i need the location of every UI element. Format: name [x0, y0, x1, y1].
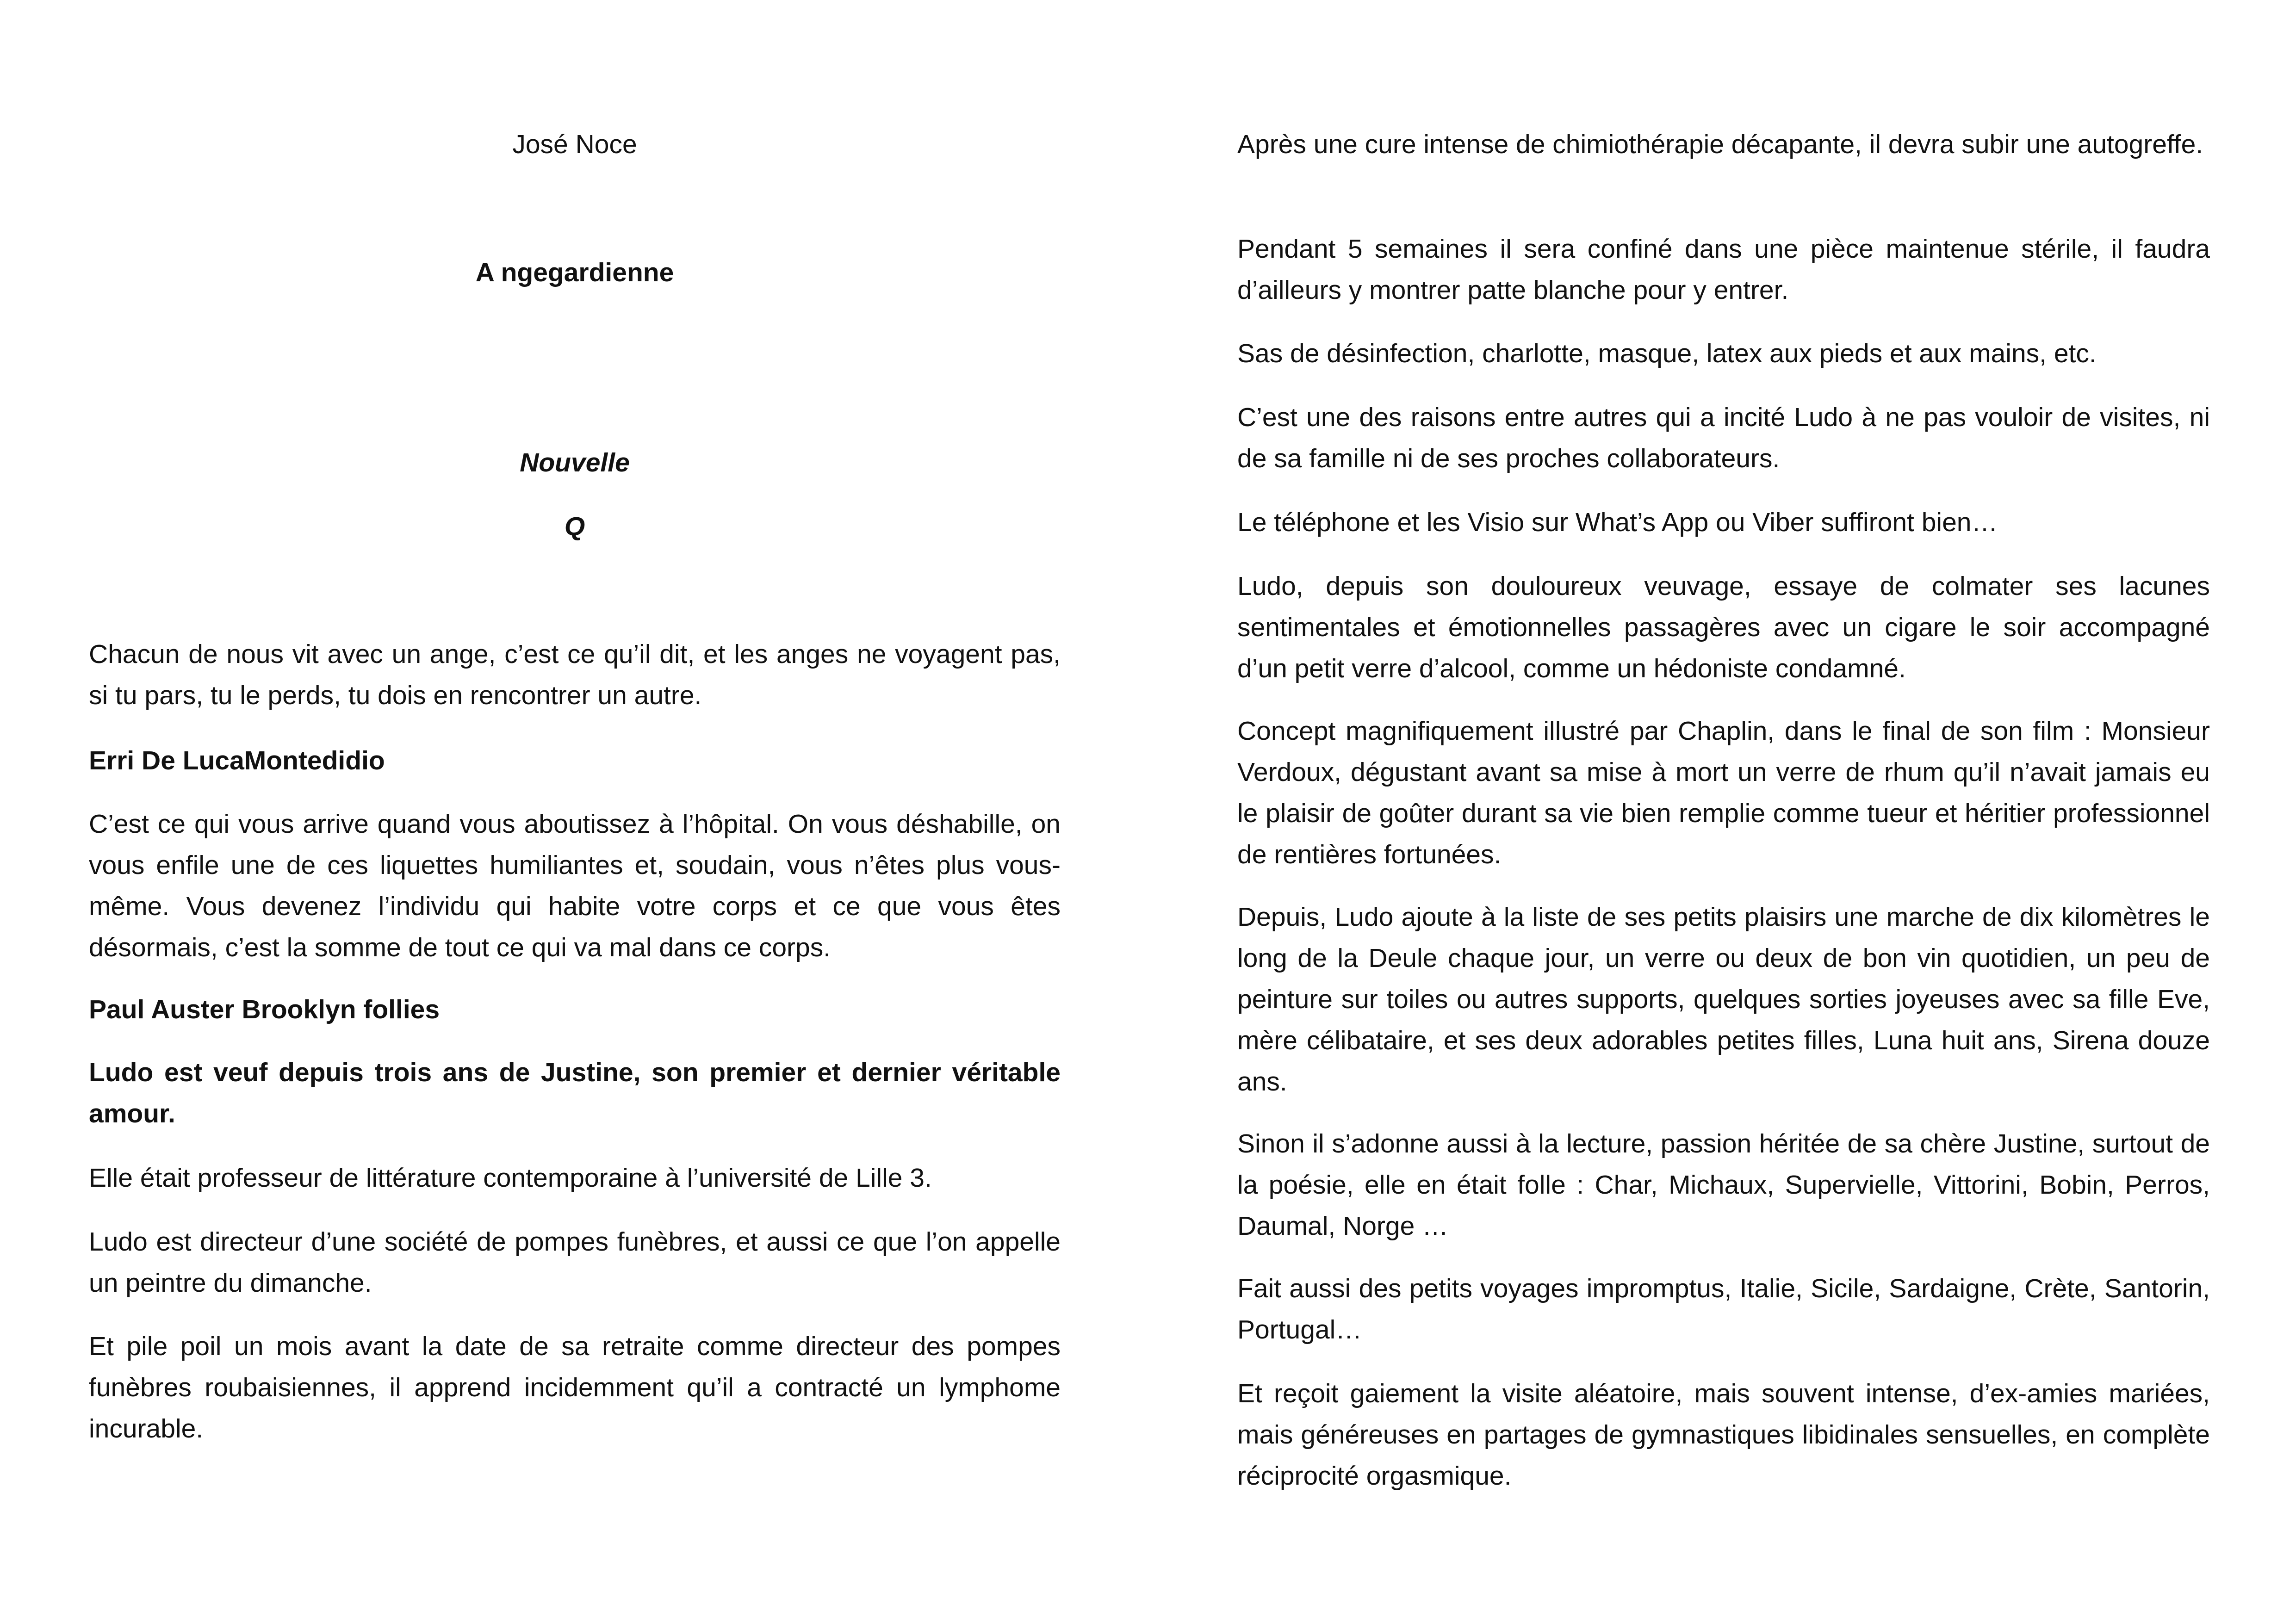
right-page	[1148, 0, 2296, 1623]
story-title: A ngegardienne	[475, 258, 674, 287]
paragraph: Ludo, depuis son douloureux veuvage, essaye de colmater ses lacunes sentimentales et émotionnelles passagères avec un cigare le soir accompagné d’un petit verre d’alcool, comme un hédoniste condamné.	[1237, 571, 2210, 683]
author-name: José Noce	[512, 130, 637, 159]
epigraph-source-2: Paul Auster Brooklyn follies	[89, 995, 440, 1024]
paragraph: Pendant 5 semaines il sera confiné dans une pièce maintenue stérile, il faudra d’ailleurs y montrer patte blanche pour y entrer.	[1237, 234, 2210, 305]
paragraph: Sinon il s’adonne aussi à la lecture, passion héritée de sa chère Justine, surtout de la poésie, elle en était folle : Char, Michaux, Supervielle, Vittorini, Bobin, Perros, Daumal, Norge …	[1237, 1129, 2210, 1241]
paragraph: Fait aussi des petits voyages impromptus, Italie, Sicile, Sardaigne, Crète, Santorin, Portugal…	[1237, 1274, 2210, 1344]
epigraph-quote-1: Chacun de nous vit avec un ange, c’est ce qu’il dit, et les anges ne voyagent pas, si tu pars, tu le perds, tu dois en rencontrer un autre.	[89, 639, 1061, 710]
paragraph: Après une cure intense de chimiothérapie décapante, il devra subir une autogreffe.	[1237, 130, 2203, 159]
paragraph: C’est une des raisons entre autres qui a incité Ludo à ne pas vouloir de visites, ni de sa famille ni de ses proches collaborateurs.	[1237, 403, 2210, 473]
section-letter: Q	[564, 512, 585, 541]
paragraph: Et reçoit gaiement la visite aléatoire, mais souvent intense, d’ex-amies mariées, mais généreuses en partages de gymnastiques libidinales sensuelles, en complète réciprocité orgasmique.	[1237, 1379, 2210, 1491]
epigraph-source-1: Erri De LucaMontedidio	[89, 746, 385, 775]
paragraph: Sas de désinfection, charlotte, masque, latex aux pieds et aux mains, etc.	[1237, 339, 2097, 368]
genre-label: Nouvelle	[520, 448, 630, 477]
paragraph: Concept magnifiquement illustré par Chaplin, dans le final de son film : Monsieur Verdoux, dégustant avant sa mise à mort un verre de rhum qu’il n’avait jamais eu le plaisir de goûter durant sa vie bien remplie comme tueur et héritier professionnel de rentières fortunées.	[1237, 716, 2210, 869]
paragraph: Le téléphone et les Visio sur What’s App ou Viber suffiront bien…	[1237, 508, 1998, 537]
epigraph-quote-2: C’est ce qui vous arrive quand vous aboutissez à l’hôpital. On vous déshabille, on vous enfile une de ces liquettes humiliantes et, soudain, vous n’êtes plus vous-même. Vous devenez l’individu qui habite votre corps et ce que vous êtes désormais, c’est la somme de tout ce qui va mal dans ce corps.	[89, 809, 1061, 962]
paragraph: Elle était professeur de littérature contemporaine à l’université de Lille 3.	[89, 1163, 932, 1193]
paragraph: Ludo est directeur d’une société de pompes funèbres, et aussi ce que l’on appelle un peintre du dimanche.	[89, 1227, 1061, 1298]
paragraph: Depuis, Ludo ajoute à la liste de ses petits plaisirs une marche de dix kilomètres le long de la Deule chaque jour, un verre ou deux de bon vin quotidien, un peu de peinture sur toiles ou autres supports, quelques sorties joyeuses avec sa fille Eve, mère célibataire, et ses deux adorables petites filles, Luna huit ans, Sirena douze ans.	[1237, 902, 2210, 1096]
opening-paragraph: Ludo est veuf depuis trois ans de Justine, son premier et dernier véritable amour.	[89, 1058, 1061, 1128]
paragraph: Et pile poil un mois avant la date de sa retraite comme directeur des pompes funèbres roubaisiennes, il apprend incidemment qu’il a contracté un lymphome incurable.	[89, 1332, 1061, 1443]
